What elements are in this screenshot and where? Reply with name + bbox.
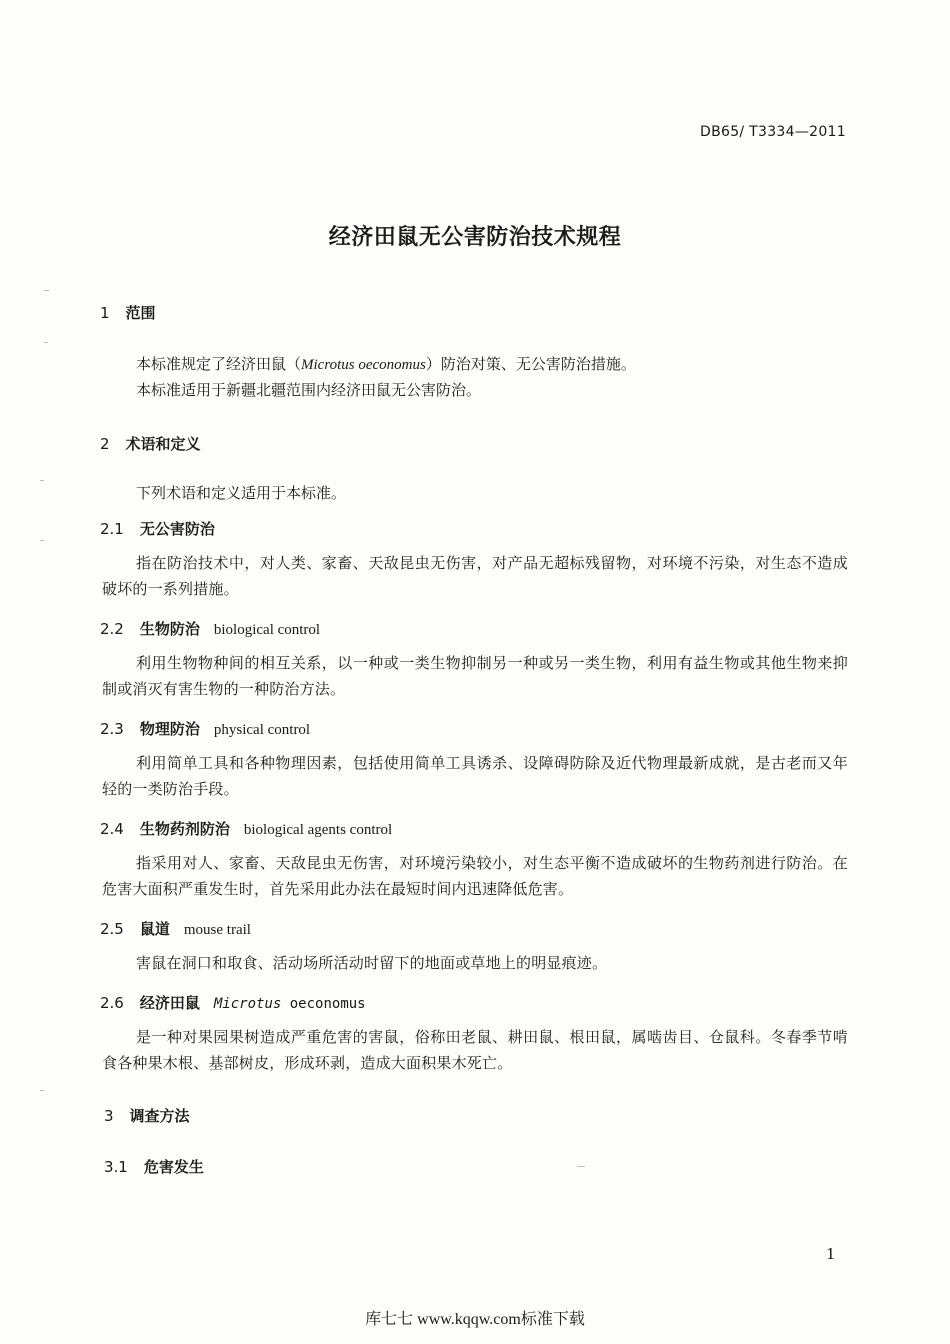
term-heading <box>100 718 310 739</box>
scan-speck <box>44 290 49 291</box>
term-heading <box>100 818 392 839</box>
term-number: 2.3 <box>100 720 124 738</box>
doc-number: DB65/ T3334—2011 <box>700 124 846 140</box>
term-heading <box>100 618 320 639</box>
paragraph <box>136 351 636 378</box>
text: ）防治对策、无公害防治措施。 <box>425 355 636 373</box>
term-cn: 物理防治 <box>139 720 200 738</box>
term-en: biological control <box>213 622 321 638</box>
scan-speck <box>577 1166 585 1167</box>
scan-speck <box>44 342 48 343</box>
term-definition: 害鼠在洞口和取食、活动场所活动时留下的地面或草地上的明显痕迹。 <box>136 954 608 972</box>
section-1-heading <box>100 302 156 323</box>
term-number: 2.4 <box>100 820 124 838</box>
term-number: 2.1 <box>100 520 124 538</box>
subsection-title: 危害发生 <box>143 1158 204 1176</box>
page-title: 经济田鼠无公害防治技术规程 <box>328 225 622 250</box>
term-cn: 生物防治 <box>139 620 200 638</box>
term-definition: 指在防治技术中，对人类、家畜、天敌昆虫无伤害，对产品无超标残留物，对环境不污染，对生态不造成破坏的一系列措施。 <box>102 554 848 598</box>
term-cn: 鼠道 <box>139 920 170 938</box>
section-title: 术语和定义 <box>125 435 201 453</box>
term-sci-genus: Microtus <box>213 996 282 1012</box>
term-sci-species: oeconomus <box>281 996 366 1012</box>
term-cn: 经济田鼠 <box>139 994 200 1012</box>
term-en: biological agents control <box>243 822 393 838</box>
term-heading <box>100 918 251 939</box>
section-2-heading <box>100 433 201 454</box>
term-definition: 是一种对果园果树造成严重危害的害鼠，俗称田老鼠、耕田鼠、根田鼠，属啮齿目、仓鼠科。冬春季节啃食各种果木根、基部树皮，形成环剥，造成大面积果木死亡。 <box>102 1028 848 1072</box>
paragraph: 下列术语和定义适用于本标准。 <box>136 484 347 502</box>
section-title: 调查方法 <box>129 1107 190 1125</box>
term-number: 2.5 <box>100 920 124 938</box>
term-number: 2.2 <box>100 620 124 638</box>
term-definition: 指采用对人、家畜、天敌昆虫无伤害，对环境污染较小，对生态平衡不造成破坏的生物药剂进行防治。在危害大面积严重发生时，首先采用此办法在最短时间内迅速降低危害。 <box>102 854 848 898</box>
term-cn: 生物药剂防治 <box>139 820 230 838</box>
scientific-name: Microtus oeconomus <box>301 357 426 373</box>
section-number: 1 <box>100 304 110 322</box>
subsection-heading <box>104 1156 218 1177</box>
term-heading <box>100 518 229 539</box>
section-3-heading <box>104 1105 190 1126</box>
paragraph: 本标准适用于新疆北疆范围内经济田鼠无公害防治。 <box>136 381 482 399</box>
page-number: 1 <box>826 1245 836 1263</box>
scan-speck <box>40 1090 44 1091</box>
section-number: 2 <box>100 435 110 453</box>
term-definition: 利用生物物种间的相互关系，以一种或一类生物抑制另一种或另一类生物，利用有益生物或其他生物来抑制或消灭有害生物的一种防治方法。 <box>102 654 848 698</box>
text: 本标准规定了经济田鼠（ <box>136 355 302 373</box>
scan-speck <box>40 480 44 481</box>
term-cn: 无公害防治 <box>139 520 215 538</box>
section-title: 范围 <box>125 304 156 322</box>
footer-watermark: 库七七 www.kqqw.com标准下载 <box>365 1311 585 1328</box>
scan-speck <box>40 540 44 541</box>
section-number: 3 <box>104 1107 114 1125</box>
term-number: 2.6 <box>100 994 124 1012</box>
term-en: mouse trail <box>183 922 251 938</box>
term-en: physical control <box>213 722 311 738</box>
term-heading <box>100 992 366 1013</box>
subsection-number: 3.1 <box>104 1158 128 1176</box>
term-definition: 利用简单工具和各种物理因素，包括使用简单工具诱杀、设障碍防除及近代物理最新成就，是古老而又年轻的一类防治手段。 <box>102 754 848 798</box>
